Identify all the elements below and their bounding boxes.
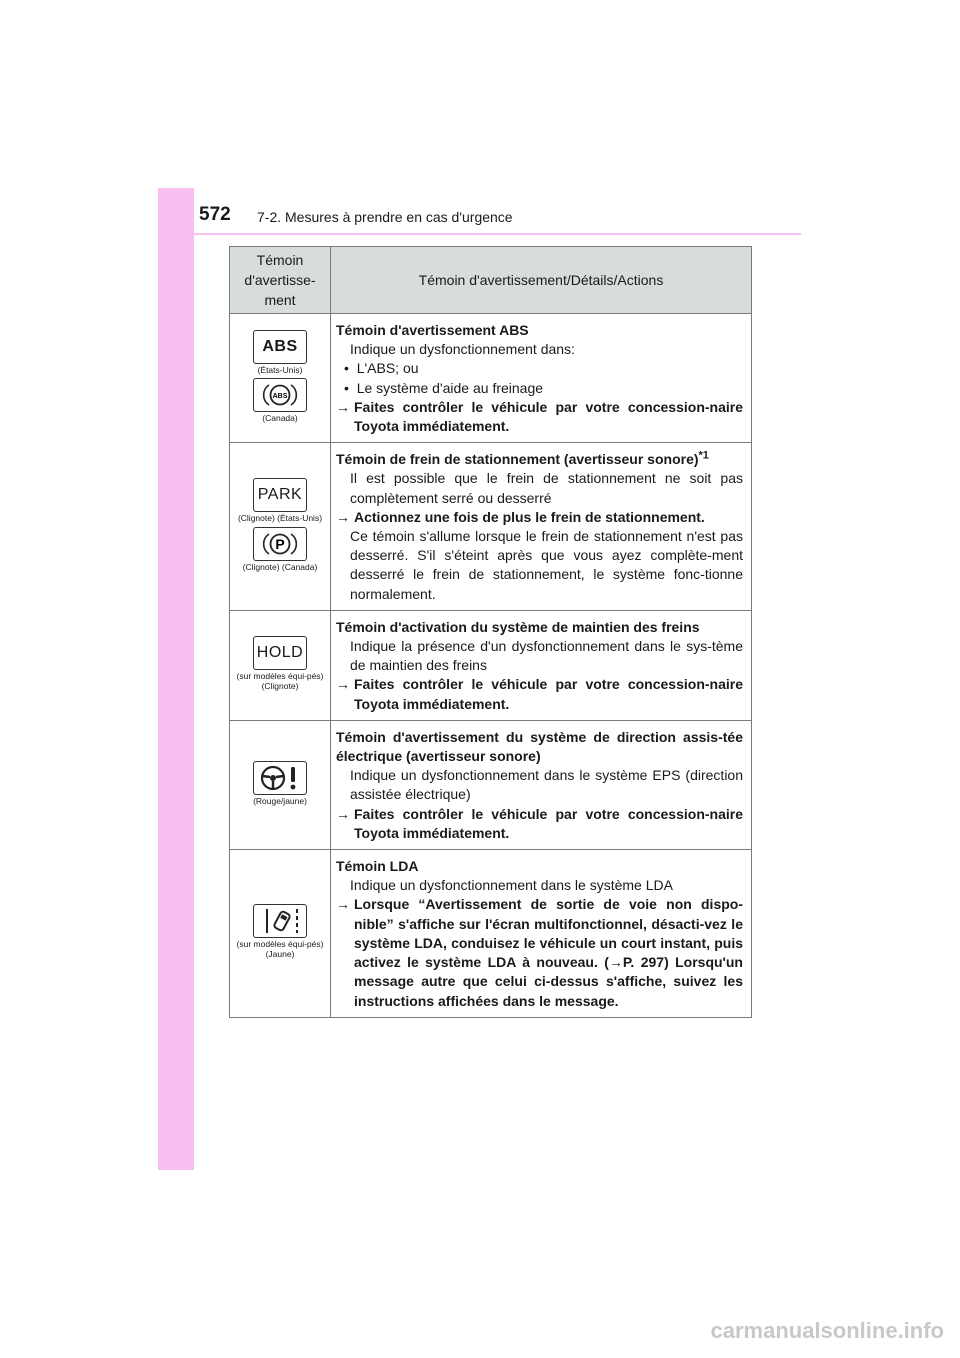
abs-us-icon: ABS [253,330,307,364]
park-us-icon: PARK [253,478,307,512]
row-text: Indique la présence d'un dysfonctionnement dans le sys-tème de maintien des freins [350,638,743,674]
row-title: Témoin LDA [336,858,419,875]
table-row-park [230,443,752,611]
row-title: Témoin d'avertissement ABS [336,322,529,338]
icons-cell [230,314,331,443]
icons-cell [230,443,331,611]
icons-cell [230,610,331,720]
hold-icon: HOLD [253,636,307,670]
icon-caption: (sur modèles équi-pés) (Jaune) [236,939,324,959]
icon-caption: (sur modèles équi-pés) (Clignote) [236,671,324,691]
row-text: Indique un dysfonctionnement dans: [350,341,575,358]
details-cell [331,720,752,849]
warning-lights-table [229,246,752,1018]
svg-text:P: P [275,535,285,552]
table-row-abs [230,314,752,443]
details-cell [331,610,752,720]
icon-caption: (Canada) [262,413,298,424]
row-text: Indique un dysfonctionnement dans le système EPS (direction assistée électrique) [350,767,743,803]
steering-wheel-warning-icon [253,761,307,795]
row-action: → Faites contrôler le véhicule par votre concession-naire Toyota immédiatement. [336,398,743,435]
bullet-item: • L'ABS; ou [344,360,419,377]
row-action: → Lorsque “Avertissement de sortie de voie non dispo-nible” s'affiche sur l'écran multifonctionnel, désacti-vez le système LDA, conduisez le véhicule un court instant, puis activez le système LDA à nouveau. (→P. 297) Lorsqu'un message autre que celui ci-dessus s'affiche, suivez les instructions affichées dans le message. [336,896,743,1009]
row-title: Témoin d'activation du système de maintien des freins [336,618,700,635]
details-cell [331,850,752,1018]
row-text: Indique un dysfonctionnement dans le système LDA [350,877,673,894]
row-action: → Actionnez une fois de plus le frein de stationnement. [336,508,743,527]
row-title: Témoin de frein de stationnement (avertisseur sonore)$^{*1}$ [336,449,709,468]
bullet-item: • Le système d'aide au freinage [344,379,544,396]
icon-caption: (Clignote) (États-Unis) [237,513,323,524]
page-number: 572 [199,204,231,225]
svg-text:ABS: ABS [272,393,288,401]
chapter-side-tab [158,188,194,1170]
icon-caption: (Rouge/jaune) [253,795,307,806]
arrow-icon: → [336,676,350,693]
arrow-icon: → [336,398,350,415]
arrow-icon: → [336,508,350,525]
details-cell [331,443,752,611]
column-header-details: Témoin d'avertissement/Détails/Actions [331,247,752,314]
table-header-row [230,247,752,314]
icon-caption: (Clignote) (Canada) [242,561,318,572]
watermark: carmanualsonline.info [710,1318,944,1343]
row-text: Ce témoin s'allume lorsque le frein de stationnement n'est pas desserré. S'il s'éteint après que vous ayez complète-ment desserré le frein de stationnement, le système fonc-tionne normalement. [350,528,743,602]
column-header-light: Témoin d'avertisse-ment [230,247,331,314]
icons-cell [230,720,331,849]
table-row-eps [230,720,752,849]
icon-caption: (États-Unis) [257,364,303,375]
table-row-hold [230,610,752,720]
header-rule [158,233,801,235]
arrow-icon: → [336,805,350,822]
abs-circle-icon [253,378,307,412]
row-action: → Faites contrôler le véhicule par votre concession-naire Toyota immédiatement. [336,676,743,712]
row-title: Témoin d'avertissement du système de direction assis-tée électrique (avertisseur sonore) [336,728,743,765]
arrow-icon: → [336,896,350,913]
details-cell [331,314,752,443]
table-row-lda [230,850,752,1018]
section-title: 7-2. Mesures à prendre en cas d'urgence [257,209,513,225]
lane-departure-icon [253,904,307,938]
icons-cell [230,850,331,1018]
row-text: Il est possible que le frein de stationnement ne soit pas complètement serré ou desserré [350,470,743,506]
park-circle-icon [253,527,307,561]
row-action: → Faites contrôler le véhicule par votre concession-naire Toyota immédiatement. [336,805,743,841]
